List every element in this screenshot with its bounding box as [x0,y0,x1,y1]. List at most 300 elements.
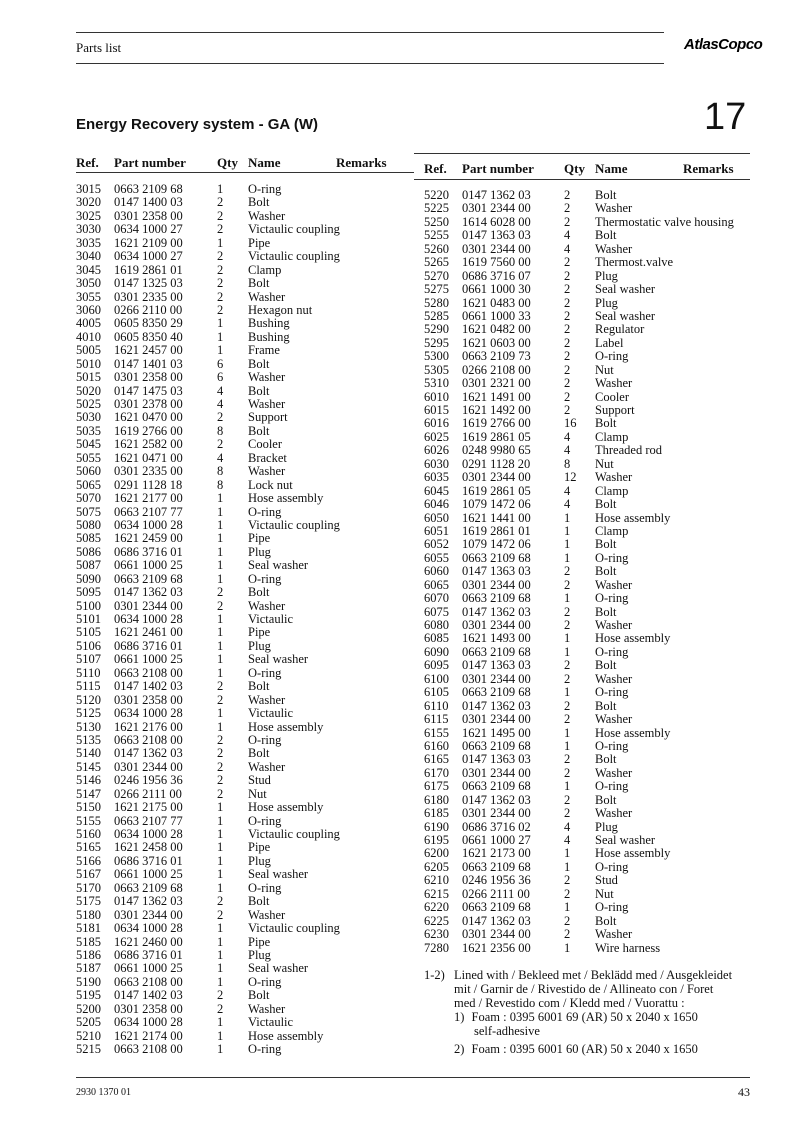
cell-part-number: 1079 1472 06 [462,497,531,512]
cell-name: Hose assembly [248,491,324,506]
cell-qty: 1 [217,652,224,667]
cell-part-number: 1079 1472 06 [462,537,531,552]
cell-qty: 1 [564,900,571,915]
cell-name: Washer [595,470,633,485]
cell-part-number: 0661 1000 30 [462,282,531,297]
table-row [424,552,750,565]
cell-qty: 2 [217,692,224,707]
cell-qty: 1 [564,523,571,538]
cell-part-number: 1619 7560 00 [462,255,531,270]
cell-qty: 2 [564,604,571,619]
cell-ref: 5160 [76,827,101,841]
cell-qty: 1 [217,961,224,976]
cell-ref: 5120 [76,692,101,707]
table-row [424,606,750,619]
cell-name: Support [595,403,635,417]
table-row [76,828,414,841]
cell-qty: 8 [217,423,224,438]
cell-ref: 5270 [424,268,449,283]
cell-qty: 2 [217,249,224,264]
cell-qty: 4 [564,497,571,512]
cell-name: O-ring [248,732,282,747]
cell-ref: 4005 [76,316,101,331]
table-header-rule-right [414,179,750,180]
atlas-copco-logo: AtlasCopco [684,36,763,53]
cell-part-number: 0634 1000 28 [114,706,183,721]
cell-ref: 3015 [76,182,101,196]
cell-name: Washer [595,712,633,727]
cell-name: Victaulic coupling [248,921,340,936]
cell-qty: 2 [217,195,224,210]
cell-qty: 4 [564,819,571,834]
cell-ref: 6205 [424,859,449,874]
cell-name: Lock nut [248,477,293,492]
cell-ref: 5085 [76,531,101,546]
table-row [76,559,414,572]
cell-name: O-ring [595,779,629,794]
cell-part-number: 0634 1000 27 [114,249,183,264]
footnote-item-num: 2) [454,1042,465,1056]
table-row [76,882,414,895]
table-row [76,183,414,196]
cell-qty: 2 [217,585,224,600]
cell-qty: 1 [217,517,224,532]
cell-part-number: 0661 1000 25 [114,961,183,976]
cell-name: Plug [248,947,271,962]
cell-name: O-ring [248,974,282,989]
cell-part-number: 0663 2109 68 [462,900,531,915]
cell-ref: 5090 [76,571,101,586]
col-name: Name [248,155,281,170]
cell-name: Pipe [248,625,271,640]
cell-name: O-ring [595,900,629,915]
table-row [424,942,750,955]
cell-qty: 2 [217,289,224,304]
cell-qty: 1 [217,235,224,250]
cell-part-number: 0266 2111 00 [114,786,182,801]
cell-name: Seal washer [248,961,309,976]
cell-qty: 2 [217,732,224,747]
cell-part-number: 0147 1363 03 [462,228,531,243]
cell-ref: 6230 [424,927,449,942]
table-row [76,546,414,559]
cell-qty: 12 [564,470,577,485]
cell-ref: 5220 [424,188,449,202]
cell-part-number: 0291 1128 18 [114,477,183,492]
cell-ref: 3040 [76,249,101,264]
cell-ref: 5080 [76,517,101,532]
cell-qty: 2 [564,376,571,391]
cell-name: Plug [595,268,618,283]
table-row [424,847,750,860]
cell-qty: 1 [564,779,571,794]
cell-ref: 5166 [76,853,101,868]
cell-name: Thermostatic valve housing [595,214,734,229]
cell-part-number: 0663 2109 68 [462,859,531,874]
cell-ref: 6085 [424,631,449,646]
cell-qty: 1 [564,859,571,874]
cell-ref: 6180 [424,792,449,807]
cell-qty: 2 [564,564,571,579]
cell-name: Washer [248,1001,286,1016]
cell-ref: 5225 [424,201,449,216]
footnote-line-1: Lined with / Bekleed met / Beklädd med / Ausgekleidet [454,968,733,982]
table-row [424,512,750,525]
cell-name: Washer [595,241,633,256]
cell-name: Bracket [248,450,287,465]
cell-ref: 3055 [76,289,101,304]
table-row [424,538,750,551]
table-row [76,721,414,734]
cell-ref: 5070 [76,491,101,506]
table-row [424,780,750,793]
cell-qty: 1 [217,880,224,895]
cell-part-number: 0301 2358 00 [114,1001,183,1016]
cell-part-number: 0661 1000 25 [114,558,183,573]
cell-qty: 2 [217,988,224,1003]
table-row [424,417,750,430]
cell-qty: 4 [564,443,571,458]
cell-name: Clamp [595,483,629,498]
cell-qty: 2 [564,389,571,404]
cell-ref: 5035 [76,423,101,438]
cell-name: Wire harness [595,940,661,955]
cell-name: Nut [595,456,614,471]
cell-qty: 1 [564,510,571,525]
cell-ref: 6065 [424,577,449,592]
cell-name: Nut [595,362,614,377]
table-row [76,976,414,989]
cell-qty: 8 [217,464,224,479]
page-number: 43 [738,1085,750,1099]
cell-name: Plug [248,638,271,653]
table-row [76,317,414,330]
cell-part-number: 0147 1363 03 [462,564,531,579]
cell-ref: 5150 [76,800,101,815]
table-row [424,579,750,592]
cell-ref: 6046 [424,497,449,512]
footnote-item-num: 1) [454,1010,465,1024]
table-row [424,471,750,484]
table-row [76,291,414,304]
cell-part-number: 0147 1363 03 [462,752,531,767]
cell-qty: 1 [217,316,224,331]
cell-part-number: 1621 2356 00 [462,940,531,955]
table-row [76,841,414,854]
cell-ref: 5065 [76,477,101,492]
cell-part-number: 0147 1401 03 [114,356,183,371]
table-row [76,532,414,545]
cell-part-number: 1621 1441 00 [462,510,531,525]
cell-ref: 5087 [76,558,101,573]
cell-part-number: 0301 2321 00 [462,376,531,391]
cell-ref: 5015 [76,370,101,385]
col-name: Name [595,161,628,176]
cell-part-number: 0266 2111 00 [462,886,530,901]
cell-ref: 5200 [76,1001,101,1016]
table-row [424,740,750,753]
cell-qty: 2 [564,886,571,901]
cell-part-number: 0663 2108 00 [114,732,183,747]
col-ref: Ref. [76,155,99,170]
cell-ref: 5300 [424,349,449,364]
cell-ref: 6210 [424,873,449,888]
cell-name: O-ring [248,1042,282,1056]
table-row [424,807,750,820]
table-row [76,774,414,787]
cell-ref: 5030 [76,410,101,425]
cell-qty: 4 [564,228,571,243]
cell-qty: 2 [217,208,224,223]
cell-ref: 5167 [76,867,101,882]
cell-name: Hexagon nut [248,302,313,317]
cell-qty: 2 [564,308,571,323]
table-row [424,888,750,901]
cell-name: O-ring [595,550,629,565]
cell-qty: 1 [564,537,571,552]
table-row [424,928,750,941]
cell-qty: 1 [217,343,224,358]
table-row [424,350,750,363]
cell-qty: 1 [217,813,224,828]
footnote-line-3: med / Revestido com / Kledd med / Vuorattu : [454,996,685,1010]
cell-qty: 1 [217,665,224,680]
cell-name: Bushing [248,316,290,331]
table-row [424,565,750,578]
cell-name: O-ring [595,644,629,659]
cell-part-number: 0266 2110 00 [114,302,183,317]
cell-qty: 1 [217,558,224,573]
cell-ref: 3035 [76,235,101,250]
cell-ref: 6055 [424,550,449,565]
cell-part-number: 0147 1362 03 [462,792,531,807]
cell-ref: 6030 [424,456,449,471]
cell-ref: 6026 [424,443,449,458]
cell-ref: 6075 [424,604,449,619]
cell-part-number: 0663 2107 77 [114,813,183,828]
table-row [76,707,414,720]
cell-qty: 1 [217,947,224,962]
cell-part-number: 0661 1000 25 [114,652,183,667]
table-row [424,619,750,632]
cell-part-number: 1614 6028 00 [462,214,531,229]
cell-qty: 2 [564,913,571,928]
cell-name: Clamp [248,262,282,277]
cell-name: Bolt [248,423,270,438]
cell-ref: 6035 [424,470,449,485]
cell-ref: 5165 [76,840,101,855]
cell-part-number: 1621 2461 00 [114,625,183,640]
cell-part-number: 0301 2344 00 [114,598,183,613]
table-row [76,223,414,236]
cell-ref: 5010 [76,356,101,371]
cell-ref: 5181 [76,921,101,936]
cell-part-number: 0634 1000 27 [114,222,183,237]
cell-part-number: 0147 1362 03 [114,746,183,761]
cell-part-number: 1621 2174 00 [114,1028,183,1043]
cell-part-number: 1621 0603 00 [462,335,531,350]
table-row [424,794,750,807]
table-row [424,431,750,444]
cell-ref: 5025 [76,397,101,411]
cell-ref: 5086 [76,544,101,559]
cell-part-number: 0147 1362 03 [462,188,531,202]
cell-name: Clamp [595,523,629,538]
cell-name: Victaulic coupling [248,517,340,532]
table-header-rule-left [76,172,414,173]
cell-name: Nut [595,886,614,901]
cell-name: Seal washer [248,652,309,667]
cell-name: O-ring [595,349,629,364]
cell-name: Bolt [595,752,617,767]
table-row [76,344,414,357]
cell-qty: 2 [564,698,571,713]
cell-ref: 5210 [76,1028,101,1043]
table-row [76,479,414,492]
table-row [76,922,414,935]
cell-ref: 5265 [424,255,449,270]
cell-part-number: 1619 2861 01 [462,523,531,538]
cell-part-number: 0686 3716 01 [114,947,183,962]
cell-name: Seal washer [595,282,656,297]
cell-qty: 1 [217,544,224,559]
cell-ref: 5170 [76,880,101,895]
cell-ref: 5095 [76,585,101,600]
table-row [424,202,750,215]
footnote [424,968,764,1056]
cell-ref: 5290 [424,322,449,337]
cell-part-number: 1621 2177 00 [114,491,183,506]
cell-part-number: 0605 8350 40 [114,329,183,344]
table-row [76,600,414,613]
cell-name: Regulator [595,322,645,337]
table-row [76,411,414,424]
cell-part-number: 0663 2109 68 [462,779,531,794]
cell-ref: 6165 [424,752,449,767]
cell-name: O-ring [248,880,282,895]
table-top-rule-right [414,153,750,154]
table-row [424,915,750,928]
cell-name: Bushing [248,329,290,344]
table-row [424,391,750,404]
cell-qty: 2 [564,873,571,888]
cell-ref: 6175 [424,779,449,794]
cell-qty: 2 [217,746,224,761]
table-row [424,592,750,605]
cell-qty: 1 [217,827,224,841]
table-row [76,465,414,478]
cell-part-number: 1621 2173 00 [462,846,531,861]
cell-qty: 2 [564,335,571,350]
cell-ref: 6025 [424,429,449,444]
cell-ref: 6110 [424,698,449,713]
cell-ref: 5255 [424,228,449,243]
cell-ref: 6050 [424,510,449,525]
cell-name: O-ring [595,685,629,700]
cell-ref: 6225 [424,913,449,928]
cell-ref: 5135 [76,732,101,747]
cell-ref: 6105 [424,685,449,700]
cell-name: O-ring [248,571,282,586]
cell-name: Washer [595,671,633,686]
cell-part-number: 0147 1362 03 [114,585,183,600]
cell-ref: 5175 [76,894,101,909]
cell-qty: 1 [217,612,224,626]
table-row [76,210,414,223]
cell-name: Bolt [595,604,617,619]
cell-name: Bolt [595,416,617,431]
cell-name: Washer [248,598,286,613]
cell-ref: 5055 [76,450,101,465]
cell-name: Washer [248,208,286,223]
table-row [76,250,414,263]
cell-name: Washer [595,376,633,391]
cell-name: Seal washer [595,833,656,847]
cell-part-number: 1621 2582 00 [114,437,183,452]
table-row [76,868,414,881]
table-row [76,237,414,250]
col-remarks: Remarks [336,155,387,170]
cell-name: Washer [248,289,286,304]
table-row [76,519,414,532]
cell-part-number: 0147 1402 03 [114,988,183,1003]
table-row [76,438,414,451]
cell-qty: 1 [564,550,571,565]
table-row [424,525,750,538]
cell-part-number: 0301 2344 00 [462,577,531,592]
cell-name: Bolt [595,537,617,552]
table-row [424,713,750,726]
cell-name: Hose assembly [248,800,324,815]
cell-name: Bolt [595,698,617,713]
table-row [424,874,750,887]
cell-qty: 1 [564,591,571,606]
table-row [424,767,750,780]
cell-ref: 3030 [76,222,101,237]
table-row [76,358,414,371]
cell-qty: 2 [564,349,571,364]
col-qty: Qty [217,155,238,170]
rows-left [76,183,414,1056]
cell-part-number: 0147 1362 03 [114,894,183,909]
cell-ref: 5215 [76,1042,101,1056]
table-row [76,613,414,626]
table-row [424,485,750,498]
cell-qty: 2 [564,765,571,780]
cell-qty: 2 [564,322,571,337]
cell-qty: 1 [564,846,571,861]
cell-qty: 1 [217,921,224,936]
cell-qty: 1 [217,867,224,882]
cell-qty: 1 [217,1028,224,1043]
table-row [76,506,414,519]
cell-part-number: 1619 2766 00 [462,416,531,431]
table-row [76,573,414,586]
cell-part-number: 0663 2109 68 [462,738,531,753]
table-row [424,632,750,645]
cell-ref: 5145 [76,759,101,774]
cell-part-number: 0301 2358 00 [114,370,183,385]
cell-qty: 1 [217,1042,224,1056]
cell-ref: 6045 [424,483,449,498]
table-row [424,834,750,847]
cell-ref: 6155 [424,725,449,740]
cell-name: Bolt [595,792,617,807]
parts-table-left [76,155,414,173]
table-row [424,364,750,377]
cell-qty: 2 [217,410,224,425]
cell-qty: 4 [217,383,224,398]
